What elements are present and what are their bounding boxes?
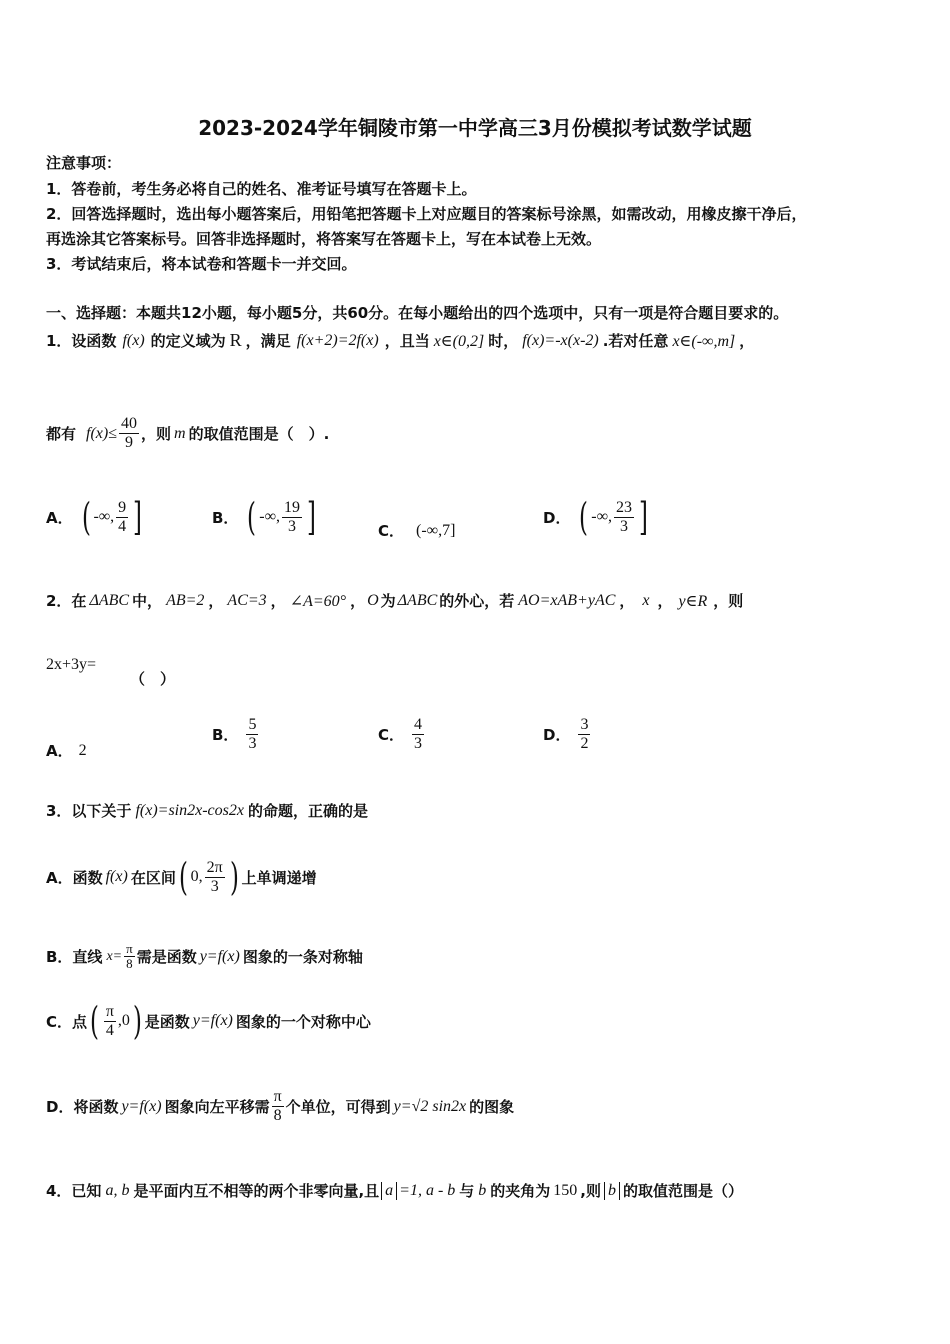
q2-ac: AC=3 bbox=[227, 591, 267, 609]
q1-text: 的定义域为 bbox=[150, 332, 226, 350]
option-fraction bbox=[282, 499, 302, 536]
option-text: 需是函数 bbox=[136, 948, 197, 966]
q1-fx: f(x) bbox=[122, 331, 145, 349]
q1-option-c[interactable] bbox=[378, 520, 455, 541]
q2-option-d[interactable] bbox=[543, 716, 592, 753]
q4-abs-b: b bbox=[604, 1182, 620, 1200]
open-paren: ( bbox=[89, 999, 99, 1043]
q3b-y: y=f(x) bbox=[199, 947, 240, 965]
q3-option-a[interactable] bbox=[46, 855, 317, 899]
q3c-y: y=f(x) bbox=[192, 1012, 233, 1029]
question-4 bbox=[46, 1180, 743, 1201]
denominator: 3 bbox=[288, 517, 296, 535]
close-bracket: ] bbox=[638, 495, 648, 539]
option-text: 上单调递增 bbox=[241, 868, 317, 887]
q1-domain-2: x∈(-∞,m] bbox=[672, 332, 736, 350]
option-label: D．将函数 bbox=[46, 1098, 119, 1116]
q3d-y: y=f(x) bbox=[121, 1097, 162, 1115]
numerator: 40 bbox=[121, 415, 137, 432]
close-paren: ) bbox=[229, 855, 239, 899]
q1-text: 都有 bbox=[46, 425, 77, 443]
q1-text: 时， bbox=[488, 332, 519, 350]
question-1-line-1 bbox=[46, 330, 754, 351]
q3-text: 的命题，正确的是 bbox=[247, 802, 368, 820]
option-label: B．直线 bbox=[46, 948, 103, 966]
option-label: B． bbox=[212, 508, 239, 527]
q1-text: ，则 bbox=[141, 425, 172, 443]
option-fraction bbox=[205, 859, 225, 896]
q2-triangle: ΔABC bbox=[89, 591, 130, 609]
q4-text: 是平面内互不相等的两个非零向量,且 bbox=[133, 1182, 380, 1200]
q2-text: ， bbox=[208, 592, 224, 610]
option-label: C．点 bbox=[46, 1012, 88, 1031]
numerator: 5 bbox=[248, 716, 257, 733]
option-text: 是函数 bbox=[144, 1012, 190, 1031]
numerator: 4 bbox=[414, 716, 423, 733]
q2-ab: AB=2 bbox=[166, 591, 205, 609]
option-text: 个单位，可得到 bbox=[285, 1098, 391, 1116]
interval-start: 0, bbox=[190, 868, 203, 885]
option-fraction bbox=[412, 716, 424, 753]
q2-expression: 2x+3y= bbox=[46, 656, 97, 673]
option-label: A． bbox=[46, 508, 73, 527]
denominator: 4 bbox=[118, 517, 127, 535]
q2-o: O bbox=[367, 591, 379, 609]
q3b-x: x= bbox=[106, 948, 123, 964]
option-text: (-∞,7] bbox=[416, 521, 456, 539]
denominator: 3 bbox=[414, 735, 423, 752]
open-paren: ( bbox=[579, 495, 589, 539]
option-label: C． bbox=[378, 522, 405, 540]
q1-text: ，且当 bbox=[384, 332, 430, 350]
option-prefix: -∞, bbox=[259, 508, 280, 525]
numerator: π bbox=[126, 941, 133, 956]
notice-heading: 注意事项： bbox=[46, 154, 122, 172]
q2-option-a[interactable] bbox=[46, 740, 87, 761]
q4-b: b bbox=[478, 1181, 487, 1199]
q2-text: 为 bbox=[380, 592, 396, 610]
q2-text: 的外心，若 bbox=[439, 592, 515, 610]
q2-y-real: y∈R bbox=[678, 592, 708, 610]
open-paren: ( bbox=[178, 855, 188, 899]
page-title: 2023-2024学年铜陵市第一中学高三3月份模拟考试数学试题 bbox=[198, 116, 752, 140]
q2-option-c[interactable] bbox=[378, 716, 426, 753]
q2-vector-eq: AO=xAB+yAC bbox=[518, 591, 616, 609]
option-label: A．函数 bbox=[46, 868, 103, 887]
question-2-line-2 bbox=[46, 656, 96, 674]
denominator: 9 bbox=[125, 434, 133, 451]
notice-item-1: 1．答卷前，考生务必将自己的姓名、准考证号填写在答题卡上。 bbox=[46, 180, 477, 198]
q1-eq1: f(x+2)=2f(x) bbox=[296, 331, 379, 349]
q3a-fx: f(x) bbox=[105, 868, 128, 885]
denominator: 8 bbox=[273, 1107, 282, 1124]
q1-m: m bbox=[174, 424, 186, 442]
q2-text: ， bbox=[270, 592, 286, 610]
q2-x: x bbox=[642, 591, 650, 609]
section-heading: 一、选择题：本题共12小题，每小题5分，共60分。在每小题给出的四个选项中，只有一项是符合题目要求的。 bbox=[46, 304, 789, 322]
option-label: A． bbox=[46, 742, 73, 760]
q2-text: 2．在 bbox=[46, 592, 87, 610]
q1-text: ，满足 bbox=[245, 332, 291, 350]
option-text: 图象向左平移需 bbox=[164, 1098, 270, 1116]
notice-item-2-cont: 再选涂其它答案标号。回答非选择题时，将答案写在答题卡上，写在本试卷上无效。 bbox=[46, 230, 602, 248]
q2-angle: ∠A=60° bbox=[289, 592, 347, 610]
q4-eq: =1, a - b bbox=[399, 1181, 456, 1199]
option-text: 图象的一个对称中心 bbox=[235, 1012, 371, 1031]
q3-option-d[interactable] bbox=[46, 1088, 514, 1125]
open-paren: ( bbox=[81, 495, 91, 539]
q3-function: f(x)=sin2x-cos2x bbox=[135, 801, 244, 819]
close-paren: ) bbox=[132, 999, 142, 1043]
numerator: 19 bbox=[284, 498, 300, 516]
q2-text: ， bbox=[350, 592, 366, 610]
option-fraction bbox=[124, 942, 135, 971]
q1-fraction bbox=[119, 415, 139, 452]
option-prefix: -∞, bbox=[93, 508, 115, 525]
option-fraction bbox=[116, 499, 128, 536]
option-fraction bbox=[246, 716, 258, 753]
q4-text: 的夹角为 bbox=[490, 1182, 551, 1200]
q1-option-b[interactable] bbox=[212, 495, 319, 539]
question-1-line-2 bbox=[46, 415, 329, 452]
q3d-y2: y=√2 sin2x bbox=[393, 1097, 467, 1115]
q2-text: 中， bbox=[132, 592, 163, 610]
numerator: 9 bbox=[118, 498, 127, 516]
question-3 bbox=[46, 800, 368, 821]
q4-text: 与 bbox=[459, 1182, 475, 1200]
q2-text: ， bbox=[657, 592, 673, 610]
numerator: 23 bbox=[616, 498, 633, 516]
q4-vectors: a, b bbox=[105, 1181, 130, 1199]
denominator: 3 bbox=[210, 877, 219, 895]
q4-text: 4．已知 bbox=[46, 1182, 102, 1200]
close-bracket: ] bbox=[306, 495, 316, 539]
q4-text: 的取值范围是（） bbox=[623, 1182, 744, 1200]
denominator: 2 bbox=[580, 735, 589, 752]
notice-item-3: 3．考试结束后，将本试卷和答题卡一并交回。 bbox=[46, 255, 357, 273]
option-text: 图象的一条对称轴 bbox=[242, 948, 363, 966]
option-fraction bbox=[272, 1088, 284, 1125]
numerator: π bbox=[273, 1088, 282, 1105]
option-fraction bbox=[614, 499, 634, 536]
q1-text: 1．设函数 bbox=[46, 332, 117, 350]
q1-text: 的取值范围是（ ）. bbox=[188, 425, 330, 443]
option-label: D． bbox=[543, 726, 571, 744]
q2-text: ， bbox=[619, 592, 635, 610]
open-paren: ( bbox=[247, 495, 257, 539]
point-second: ,0 bbox=[117, 1012, 130, 1029]
option-prefix: -∞, bbox=[591, 508, 613, 525]
q2-option-b[interactable] bbox=[212, 716, 260, 753]
q1-ineq: f(x)≤ bbox=[86, 424, 117, 442]
numerator: 3 bbox=[580, 716, 589, 733]
q1-R: R bbox=[229, 330, 242, 350]
q2-text: ，则 bbox=[713, 592, 744, 610]
option-label: C． bbox=[378, 726, 405, 744]
q4-abs-a: a bbox=[381, 1182, 397, 1200]
q3-text: 3．以下关于 bbox=[46, 802, 132, 820]
q3-option-b[interactable] bbox=[46, 942, 363, 971]
numerator: π bbox=[105, 1002, 114, 1020]
q1-text: .若对任意 bbox=[602, 332, 669, 350]
q4-angle: 150 bbox=[553, 1181, 578, 1199]
option-fraction bbox=[104, 1003, 116, 1040]
q1-option-a[interactable] bbox=[46, 495, 145, 539]
q3-option-c[interactable] bbox=[46, 999, 371, 1043]
question-2-line-1 bbox=[46, 590, 743, 611]
q1-domain: x∈(0,2] bbox=[433, 332, 485, 350]
q2-answer-paren: （ ） bbox=[130, 670, 176, 688]
denominator: 3 bbox=[620, 517, 629, 535]
q1-eq2: f(x)=-x(x-2) bbox=[522, 331, 599, 349]
denominator: 4 bbox=[105, 1021, 114, 1039]
option-fraction bbox=[578, 716, 590, 753]
option-text: 在区间 bbox=[130, 868, 176, 887]
q4-text: ,则 bbox=[580, 1182, 601, 1200]
option-text: 2 bbox=[78, 741, 87, 759]
notice-item-2: 2．回答选择题时，选出每小题答案后，用铅笔把答题卡上对应题目的答案标号涂黑，如需改动，用橡皮擦干净后， bbox=[46, 205, 807, 223]
option-label: B． bbox=[212, 726, 239, 744]
close-bracket: ] bbox=[133, 495, 143, 539]
q1-text: ， bbox=[739, 332, 755, 350]
q2-triangle: ΔABC bbox=[397, 591, 438, 609]
numerator: 2π bbox=[206, 858, 223, 876]
denominator: 8 bbox=[126, 956, 133, 971]
q1-option-d[interactable] bbox=[543, 495, 651, 539]
denominator: 3 bbox=[248, 735, 257, 752]
option-label: D． bbox=[543, 508, 571, 527]
option-text: 的图象 bbox=[469, 1098, 515, 1116]
